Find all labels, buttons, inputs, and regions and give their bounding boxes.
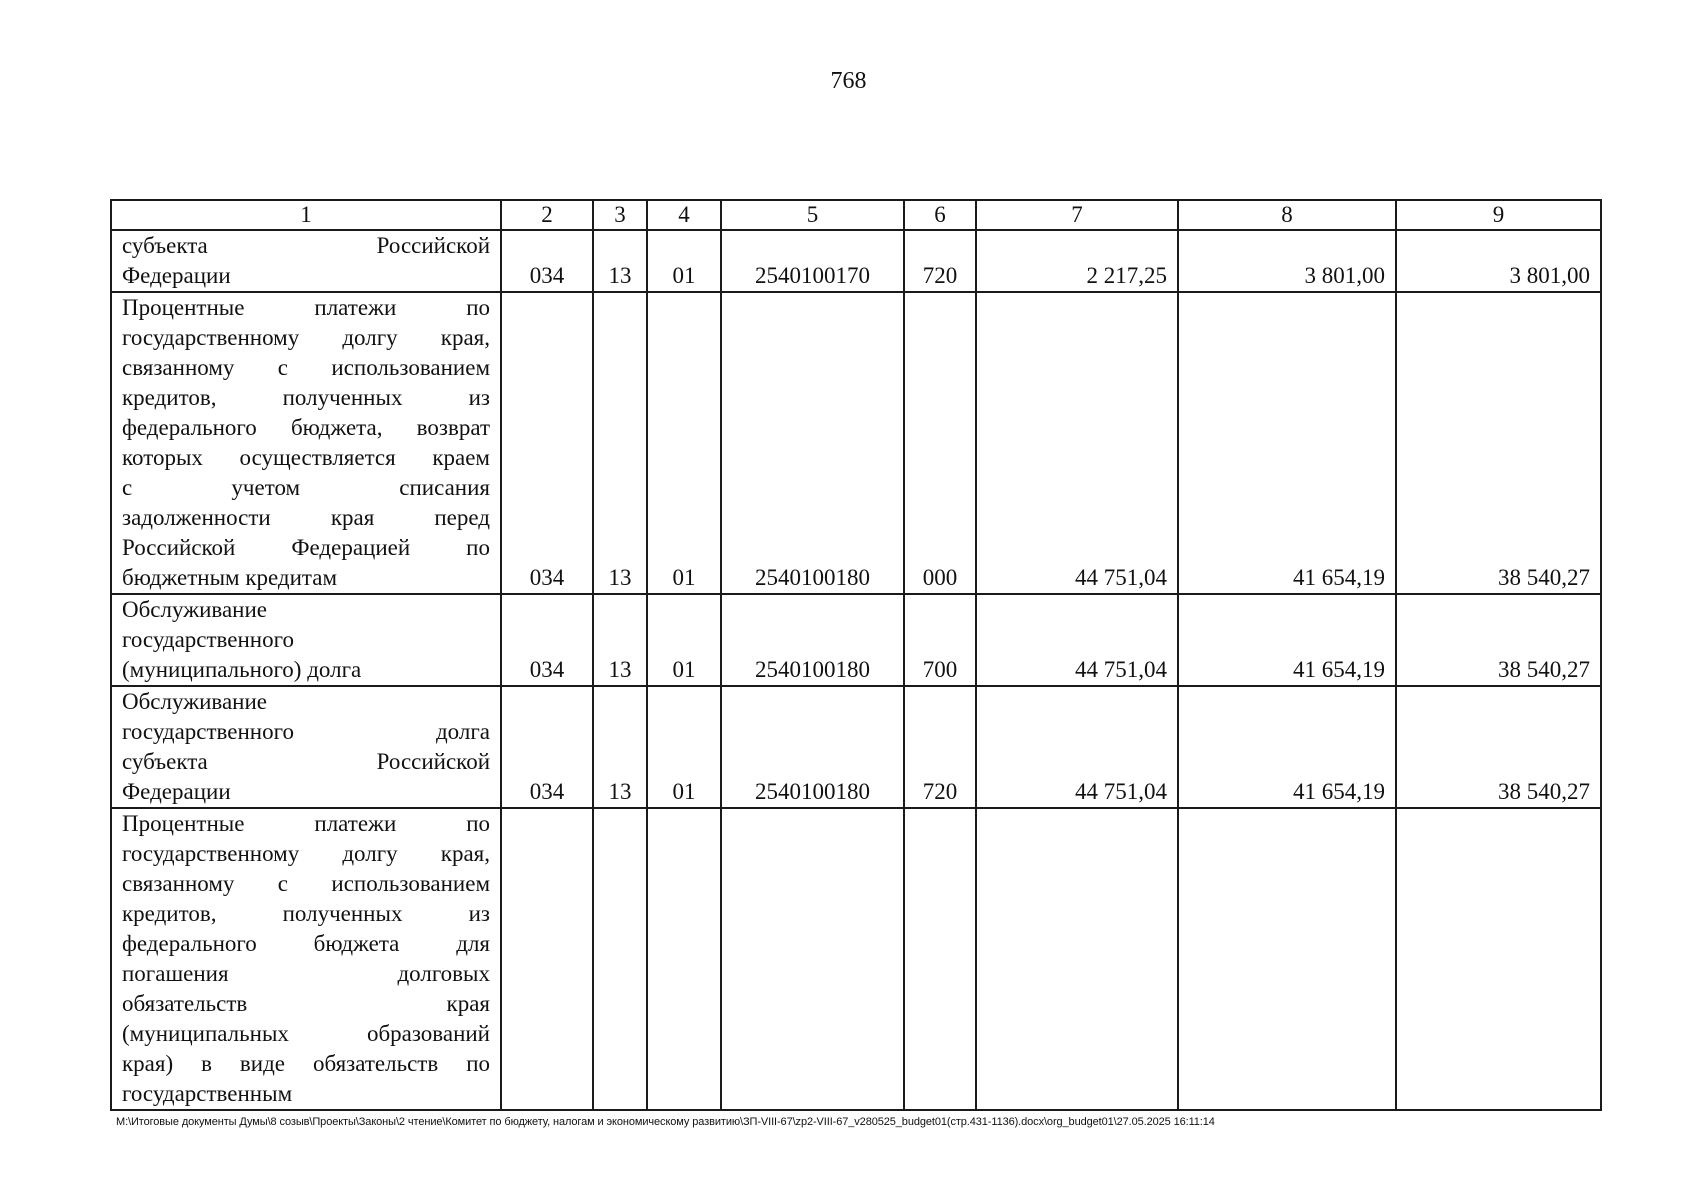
cell-subsection-code: 01 [647, 686, 721, 808]
cell-ministry-code: 034 [501, 230, 593, 292]
description-line: Федерации [122, 263, 231, 288]
description-line: обязательств края [122, 991, 490, 1016]
cell-amount-2 [1178, 808, 1396, 1110]
row-description [111, 808, 501, 1110]
cell-target-code [721, 808, 904, 1110]
cell-amount-1: 2 217,25 [976, 230, 1178, 292]
footer-file-path: M:\Итоговые документы Думы\8 созыв\Проекты\Законы\2 чтение\Комитет по бюджету, налогам и экономическому развитию\ЗП-VIII-67\zp2-VIII-67_v280525_budget01(стр.431-1136).docx\org_budget01\27.05.2025 16:11:14 [116, 1116, 1215, 1128]
cell-ministry-code: 034 [501, 594, 593, 686]
description-line: субъекта Российской [122, 233, 490, 258]
cell-amount-2: 41 654,19 [1178, 594, 1396, 686]
description-line: Федерации [122, 779, 231, 804]
header-row [111, 200, 1601, 230]
table-row [111, 594, 1601, 686]
description-line: субъекта Российской [122, 749, 490, 774]
description-line: государственного [122, 627, 294, 652]
cell-amount-3: 3 801,00 [1396, 230, 1601, 292]
row-description [111, 686, 501, 808]
column-header: 5 [721, 200, 904, 230]
table-row [111, 230, 1601, 292]
cell-section-code: 13 [593, 230, 647, 292]
cell-subsection-code [647, 808, 721, 1110]
description-line: с учетом списания [122, 475, 490, 500]
cell-section-code: 13 [593, 686, 647, 808]
cell-subsection-code: 01 [647, 594, 721, 686]
description-line: государственному долгу края, [122, 841, 490, 866]
cell-section-code: 13 [593, 292, 647, 594]
description-line: бюджетным кредитам [122, 565, 338, 590]
column-header: 7 [976, 200, 1178, 230]
row-description [111, 230, 501, 292]
column-header: 2 [501, 200, 593, 230]
description-line: Процентные платежи по [122, 295, 490, 320]
cell-amount-1: 44 751,04 [976, 594, 1178, 686]
column-header: 9 [1396, 200, 1601, 230]
page-number: 768 [830, 68, 867, 94]
cell-expense-type: 720 [904, 686, 976, 808]
column-header: 8 [1178, 200, 1396, 230]
cell-amount-2: 41 654,19 [1178, 292, 1396, 594]
description-line: погашения долговых [122, 961, 490, 986]
description-line: которых осуществляется краем [122, 445, 490, 470]
cell-subsection-code: 01 [647, 230, 721, 292]
description-line: (муниципальных образований [122, 1021, 490, 1046]
cell-subsection-code: 01 [647, 292, 721, 594]
cell-amount-3 [1396, 808, 1601, 1110]
cell-amount-3: 38 540,27 [1396, 594, 1601, 686]
description-line: кредитов, полученных из [122, 385, 490, 410]
description-line: федерального бюджета, возврат [122, 415, 490, 440]
cell-expense-type: 000 [904, 292, 976, 594]
cell-amount-2: 41 654,19 [1178, 686, 1396, 808]
cell-ministry-code: 034 [501, 292, 593, 594]
column-header: 1 [111, 200, 501, 230]
column-header: 6 [904, 200, 976, 230]
cell-amount-1: 44 751,04 [976, 686, 1178, 808]
table-row [111, 686, 1601, 808]
cell-amount-3: 38 540,27 [1396, 686, 1601, 808]
cell-amount-2: 3 801,00 [1178, 230, 1396, 292]
cell-section-code [593, 808, 647, 1110]
cell-amount-3: 38 540,27 [1396, 292, 1601, 594]
description-line: (муниципального) долга [122, 657, 362, 682]
table-row [111, 292, 1601, 594]
budget-table [110, 199, 1602, 1111]
row-description [111, 292, 501, 594]
column-header: 4 [647, 200, 721, 230]
cell-ministry-code [501, 808, 593, 1110]
description-line: задолженности края перед [122, 505, 490, 530]
cell-target-code: 2540100180 [721, 686, 904, 808]
description-line: Обслуживание [122, 689, 267, 714]
description-line: государственным [122, 1081, 293, 1106]
description-line: края) в виде обязательств по [122, 1051, 490, 1076]
cell-target-code: 2540100180 [721, 292, 904, 594]
description-line: кредитов, полученных из [122, 901, 490, 926]
cell-section-code: 13 [593, 594, 647, 686]
cell-target-code: 2540100180 [721, 594, 904, 686]
cell-target-code: 2540100170 [721, 230, 904, 292]
cell-amount-1: 44 751,04 [976, 292, 1178, 594]
cell-expense-type: 700 [904, 594, 976, 686]
description-line: связанному с использованием [122, 871, 490, 896]
cell-expense-type [904, 808, 976, 1110]
table-row [111, 808, 1601, 1110]
cell-amount-1 [976, 808, 1178, 1110]
description-line: Обслуживание [122, 597, 267, 622]
description-line: государственного долга [122, 719, 490, 744]
description-line: Российской Федерацией по [122, 535, 490, 560]
description-line: Процентные платежи по [122, 811, 490, 836]
description-line: федерального бюджета для [122, 931, 490, 956]
column-header: 3 [593, 200, 647, 230]
description-line: связанному с использованием [122, 355, 490, 380]
cell-expense-type: 720 [904, 230, 976, 292]
cell-ministry-code: 034 [501, 686, 593, 808]
description-line: государственному долгу края, [122, 325, 490, 350]
row-description [111, 594, 501, 686]
